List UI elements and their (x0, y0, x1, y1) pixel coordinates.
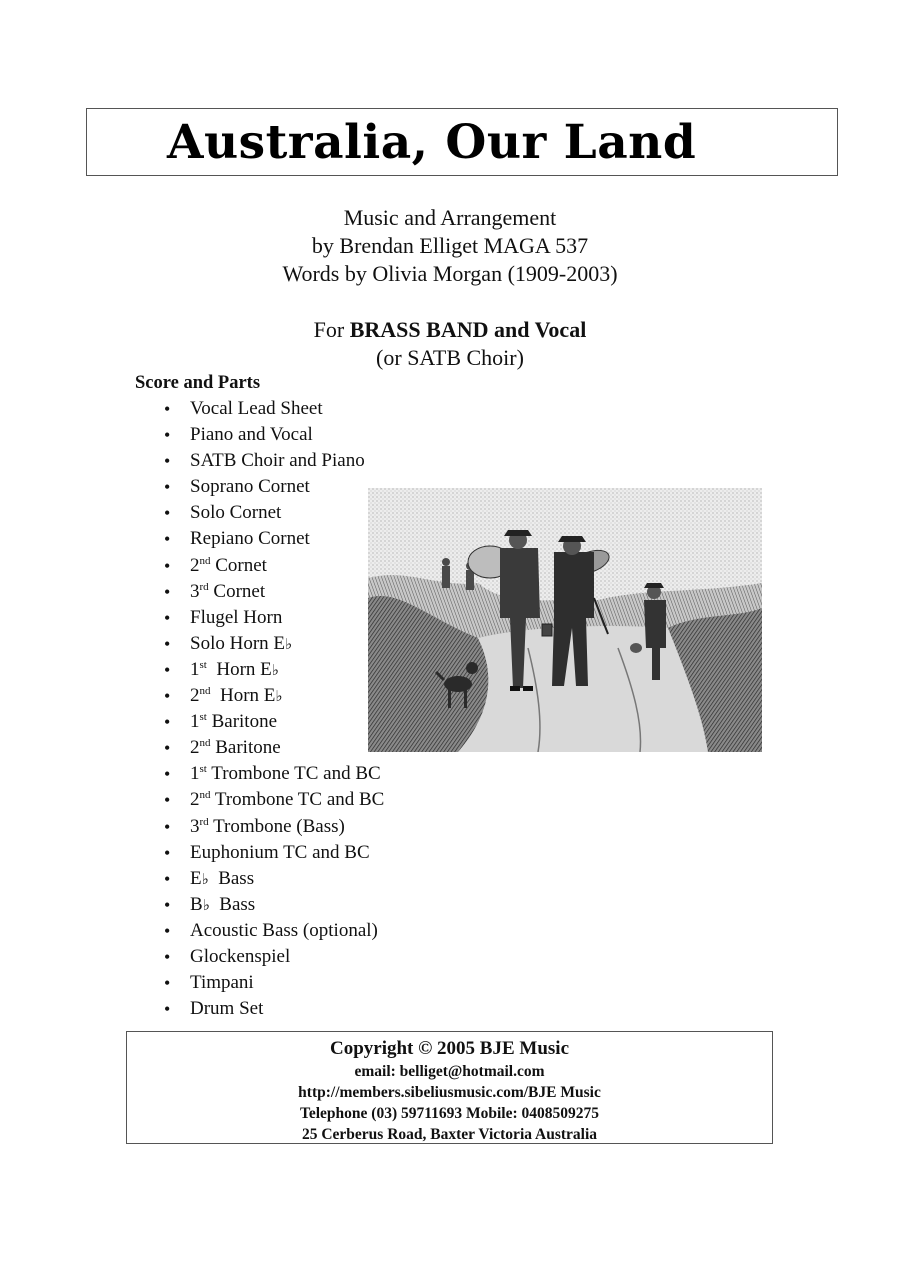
part-name: SATB Choir and Piano (190, 450, 365, 472)
flat-sign: ♭ (202, 895, 210, 914)
title-box (86, 108, 838, 176)
contact-email: email: belliget@hotmail.com (354, 1063, 545, 1080)
part-name: Solo Cornet (190, 502, 282, 524)
credit-line-arranger: by Brendan Elliget MAGA 537 (311, 233, 589, 258)
part-list-item (160, 761, 384, 787)
part-list-item (160, 553, 384, 579)
part-ordinal: 1 (190, 763, 200, 785)
part-name: Baritone (210, 737, 281, 759)
part-name: Glockenspiel (190, 945, 291, 967)
part-ordinal-suffix: nd (199, 554, 211, 567)
flat-sign: ♭ (275, 687, 283, 706)
part-list-item (160, 814, 384, 840)
part-ordinal: 2 (190, 685, 200, 707)
credits-block (200, 204, 700, 288)
part-ordinal: 2 (190, 554, 200, 576)
part-name: Cornet (208, 580, 266, 602)
scoring-block (200, 316, 700, 372)
credit-line-words: Words by Olivia Morgan (1909-2003) (282, 261, 618, 286)
contact-phone: Telephone (03) 59711693 Mobile: 0408509275 (299, 1105, 600, 1122)
swagmen-walking-road-engraving-icon (368, 488, 762, 752)
part-name: B (190, 893, 203, 915)
part-name: Horn E (206, 658, 272, 680)
part-ordinal: 2 (190, 789, 200, 811)
flat-sign: ♭ (271, 660, 279, 679)
part-name: Vocal Lead Sheet (190, 398, 323, 419)
part-name-suffix: Bass (209, 893, 256, 915)
scoring-prefix: For (313, 317, 350, 342)
part-name: Trombone TC and BC (210, 789, 385, 811)
flat-sign: ♭ (285, 634, 293, 653)
part-ordinal-suffix: st (199, 763, 207, 776)
contact-website: http://members.sibeliusmusic.com/BJE Music (298, 1084, 601, 1101)
part-name: Acoustic Bass (optional) (190, 919, 378, 941)
part-name: Piano and Vocal (190, 424, 313, 446)
part-list-item (160, 709, 384, 735)
part-list-item (160, 474, 384, 500)
part-ordinal: 1 (190, 711, 200, 733)
part-name: Baritone (206, 711, 278, 733)
part-list-item (160, 526, 384, 552)
part-name: Flugel Horn (190, 606, 283, 628)
part-name: Drum Set (190, 998, 264, 1020)
flat-sign: ♭ (201, 869, 209, 888)
scoring-line (200, 316, 700, 344)
part-ordinal-suffix: rd (199, 815, 209, 828)
part-list-item (160, 683, 384, 709)
part-name: Cornet (210, 554, 267, 576)
part-list-item (160, 787, 384, 813)
part-list-item (160, 996, 384, 1022)
part-list-item (160, 396, 384, 422)
part-ordinal-suffix: nd (199, 737, 211, 750)
part-ordinal-suffix: st (199, 658, 207, 671)
part-ordinal: 2 (190, 737, 200, 759)
part-ordinal-suffix: nd (199, 685, 211, 698)
parts-heading: Score and Parts (135, 373, 261, 393)
part-list-item (160, 918, 384, 944)
part-ordinal: 3 (190, 580, 200, 602)
part-ordinal-suffix: rd (199, 580, 209, 593)
part-ordinal-suffix: st (199, 711, 207, 724)
part-name: Soprano Cornet (190, 476, 310, 498)
part-ordinal: 3 (190, 815, 200, 837)
part-ordinal-suffix: nd (199, 789, 211, 802)
page-title: Australia, Our Land (167, 115, 697, 170)
part-list-item (160, 735, 384, 761)
part-name: Euphonium TC and BC (190, 841, 370, 863)
part-name: Trombone TC and BC (206, 763, 381, 785)
scoring-emphasis: BRASS BAND and Vocal (349, 317, 587, 342)
part-list-item (160, 448, 384, 474)
part-list-item (160, 657, 384, 683)
part-list-item (160, 605, 384, 631)
part-list-item (160, 970, 384, 996)
parts-list (160, 396, 384, 1022)
copyright-notice: Copyright © 2005 BJE Music (329, 1038, 570, 1059)
part-name: Trombone (Bass) (208, 815, 345, 837)
part-list-item (160, 579, 384, 605)
part-name: Timpani (190, 972, 254, 994)
credit-line-music: Music and Arrangement (343, 205, 557, 230)
part-list-item (160, 631, 384, 657)
part-name: Horn E (210, 685, 276, 707)
part-list-item (160, 892, 384, 918)
part-list-item (160, 944, 384, 970)
part-list-item (160, 500, 384, 526)
part-list-item (160, 840, 384, 866)
part-name-suffix: Bass (208, 867, 255, 889)
part-name: E (190, 867, 202, 889)
part-list-item (160, 422, 384, 448)
part-name: Solo Horn E (190, 632, 285, 654)
copyright-box (126, 1031, 773, 1144)
part-name: Repiano Cornet (190, 528, 310, 550)
scoring-alternative: (or SATB Choir) (376, 345, 524, 370)
part-ordinal: 1 (190, 658, 200, 680)
contact-address: 25 Cerberus Road, Baxter Victoria Australia (301, 1126, 598, 1143)
part-list-item (160, 866, 384, 892)
